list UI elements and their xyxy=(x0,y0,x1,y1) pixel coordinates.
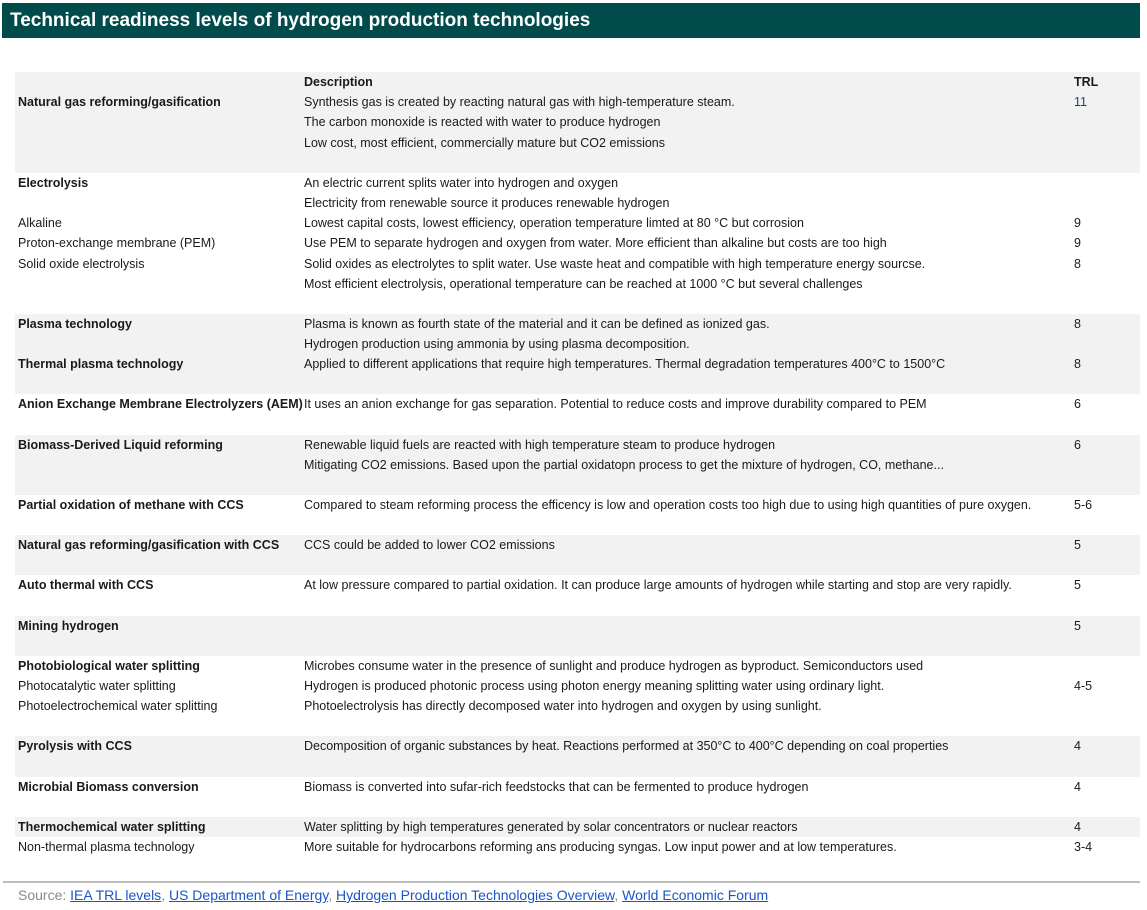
table-row xyxy=(15,817,1140,837)
technology-cell: Microbial Biomass conversion xyxy=(18,779,199,794)
table-row xyxy=(15,334,1140,354)
trl-table xyxy=(15,72,1140,857)
table-row xyxy=(15,575,1140,595)
table-row-group xyxy=(15,495,1140,535)
table-row xyxy=(15,133,1140,153)
table-row-group xyxy=(15,656,1140,737)
technology-cell: Biomass-Derived Liquid reforming xyxy=(18,437,223,452)
technology-cell: Photobiological water splitting xyxy=(18,658,200,673)
link-separator: , xyxy=(328,887,337,903)
technology-cell: Partial oxidation of methane with CCS xyxy=(18,498,244,512)
table-row xyxy=(15,656,1140,676)
description-cell: Low cost, most efficient, commercially mature but CO2 emissions xyxy=(304,135,666,150)
description-cell: Lowest capital costs, lowest efficiency, operation temperature limted at 80 °C but corrosion xyxy=(304,216,804,231)
page-title: Technical readiness levels of hydrogen production technologies xyxy=(2,3,1140,38)
description-cell: CCS could be added to lower CO2 emissions xyxy=(304,538,555,553)
table-row xyxy=(15,193,1140,213)
link-separator: , xyxy=(161,887,169,903)
description-cell: Decomposition of organic substances by heat. Reactions performed at 350°C to 400°C depending on coal properties xyxy=(304,739,949,754)
trl-cell: 4-5 xyxy=(1074,678,1093,693)
table-row-group xyxy=(15,736,1140,776)
description-cell: Water splitting by high temperatures generated by solar concentrators or nuclear reactors xyxy=(304,819,798,834)
technology-cell: Anion Exchange Membrane Electrolyzers (AEM) xyxy=(18,397,303,412)
table-row xyxy=(15,274,1140,294)
trl-cell: 5 xyxy=(1074,538,1081,553)
technology-cell: Electrolysis xyxy=(18,175,89,190)
description-cell: Electricity from renewable source it produces renewable hydrogen xyxy=(304,195,670,210)
description-cell: It uses an anion exchange for gas separation. Potential to reduce costs and improve durability compared to PEM xyxy=(304,397,927,412)
description-cell: The carbon monoxide is reacted with water to produce hydrogen xyxy=(304,115,661,130)
trl-cell: 8 xyxy=(1074,256,1081,271)
description-cell: Hydrogen production using ammonia by using plasma decomposition. xyxy=(304,337,690,352)
table-row xyxy=(15,777,1140,797)
description-cell: Microbes consume water in the presence of sunlight and produce hydrogen as byproduct. Semiconductors used xyxy=(304,658,924,673)
trl-cell: 9 xyxy=(1074,236,1081,251)
description-cell: Renewable liquid fuels are reacted with high temperature steam to produce hydrogen xyxy=(304,437,776,452)
trl-cell: TRL xyxy=(1074,75,1099,89)
table-row xyxy=(15,213,1140,233)
trl-cell: 8 xyxy=(1074,357,1081,372)
trl-cell: 5-6 xyxy=(1074,498,1093,512)
table-row xyxy=(15,696,1140,716)
table-row xyxy=(15,495,1140,515)
technology-cell: Non-thermal plasma technology xyxy=(18,839,195,854)
technology-cell: Photoelectrochemical water splitting xyxy=(18,699,218,714)
description-cell: Solid oxides as electrolytes to split water. Use waste heat and compatible with high temperature energy sourcse. xyxy=(304,256,926,271)
technology-cell: Proton-exchange membrane (PEM) xyxy=(18,236,216,251)
table-row xyxy=(15,254,1140,274)
table-row xyxy=(15,354,1140,374)
trl-cell: 9 xyxy=(1074,216,1081,231)
table-row-group xyxy=(15,777,1140,817)
table-row-group xyxy=(15,616,1140,656)
table-row-group xyxy=(15,314,1140,395)
technology-cell: Natural gas reforming/gasification with CCS xyxy=(18,538,280,553)
description-cell: Photoelectrolysis has directly decomposed water into hydrogen and oxygen by using sunlight. xyxy=(304,699,822,714)
trl-cell: 6 xyxy=(1074,397,1081,412)
table-row xyxy=(15,233,1140,253)
description-cell: At low pressure compared to partial oxidation. It can produce large amounts of hydrogen while starting and stop are very rapidly. xyxy=(304,578,1012,593)
trl-cell: 4 xyxy=(1074,819,1081,834)
table-row xyxy=(15,616,1140,636)
table-row xyxy=(15,837,1140,857)
technology-cell: Photocatalytic water splitting xyxy=(18,678,176,693)
table-row xyxy=(15,173,1140,193)
source-link[interactable]: Hydrogen Production Technologies Overview xyxy=(336,887,615,903)
table-row-group xyxy=(15,435,1140,495)
table-row xyxy=(15,535,1140,555)
trl-cell: 4 xyxy=(1074,779,1081,794)
description-cell: Biomass is converted into sufar-rich feedstocks that can be fermented to produce hydrogen xyxy=(304,779,809,794)
table-row-group xyxy=(15,575,1140,615)
technology-cell: Plasma technology xyxy=(18,316,132,331)
footer-divider xyxy=(3,881,1140,883)
table-row-group xyxy=(15,394,1140,434)
technology-cell: Mining hydrogen xyxy=(18,618,119,633)
table-row xyxy=(15,455,1140,475)
table-row xyxy=(15,92,1140,112)
source-line xyxy=(18,887,768,903)
description-cell: Compared to steam reforming process the efficency is low and operation costs too high due to using high quantities of pure oxygen. xyxy=(304,498,1032,512)
trl-cell: 11 xyxy=(1074,95,1087,110)
table-row xyxy=(15,112,1140,132)
technology-cell: Thermal plasma technology xyxy=(18,357,184,372)
link-separator: , xyxy=(614,887,623,903)
table-row-group xyxy=(15,535,1140,575)
description-cell: Most efficient electrolysis, operational temperature can be reached at 1000 °C but several challenges xyxy=(304,276,863,291)
table-row-group xyxy=(15,837,1140,857)
table-row-group xyxy=(15,72,1140,173)
table-row xyxy=(15,314,1140,334)
trl-cell: 8 xyxy=(1074,316,1081,331)
technology-cell: Auto thermal with CCS xyxy=(18,578,154,593)
trl-cell: 3-4 xyxy=(1074,839,1093,854)
table-row xyxy=(15,676,1140,696)
description-cell: More suitable for hydrocarbons reforming ans producing syngas. Low input power and at low temperatures. xyxy=(304,839,897,854)
trl-cell: 5 xyxy=(1074,618,1081,633)
table-row xyxy=(15,72,1140,92)
table-row xyxy=(15,394,1140,414)
trl-cell: 5 xyxy=(1074,578,1081,593)
description-cell: Applied to different applications that require high temperatures. Thermal degradation temperatures 400°C to 1500°C xyxy=(304,357,946,372)
description-cell: Mitigating CO2 emissions. Based upon the partial oxidatopn process to get the mixture of hydrogen, CO, methane... xyxy=(304,457,944,472)
source-link[interactable]: IEA TRL levels xyxy=(70,887,162,903)
description-cell: An electric current splits water into hydrogen and oxygen xyxy=(304,175,619,190)
technology-cell: Pyrolysis with CCS xyxy=(18,739,132,754)
description-cell: Synthesis gas is created by reacting natural gas with high-temperature steam. xyxy=(304,95,735,110)
trl-cell: 6 xyxy=(1074,437,1081,452)
description-cell: Use PEM to separate hydrogen and oxygen from water. More efficient than alkaline but costs are too high xyxy=(304,236,887,251)
description-cell: Plasma is known as fourth state of the material and it can be defined as ionized gas. xyxy=(304,316,770,331)
technology-cell: Alkaline xyxy=(18,216,62,231)
technology-cell: Natural gas reforming/gasification xyxy=(18,95,221,110)
source-label: Source: xyxy=(18,887,71,903)
table-row xyxy=(15,435,1140,455)
source-link[interactable]: World Economic Forum xyxy=(622,887,769,903)
description-cell: Hydrogen is produced photonic process using photon energy meaning splitting water using ordinary light. xyxy=(304,678,885,693)
description-cell: Description xyxy=(304,75,373,89)
table-row-group xyxy=(15,173,1140,314)
table-row xyxy=(15,736,1140,756)
source-link[interactable]: US Department of Energy xyxy=(168,887,329,903)
technology-cell: Thermochemical water splitting xyxy=(18,819,206,834)
technology-cell: Solid oxide electrolysis xyxy=(18,256,145,271)
trl-cell: 4 xyxy=(1074,739,1081,754)
table-row-group xyxy=(15,817,1140,837)
